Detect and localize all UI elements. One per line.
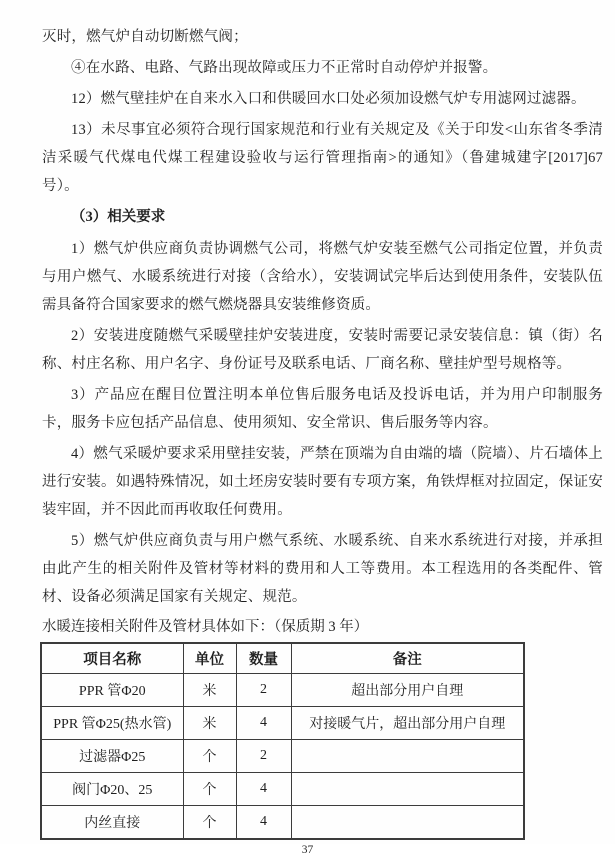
paragraph-req-4: 4）燃气采暖炉要求采用壁挂安装，严禁在顶端为自由端的墙（院墙）、片石墙体上进行安装。如遇特殊情况，如土坯房安装时要有专项方案，角铁焊框对拉固定，保证安装牢固，并不因此而再收取任何费用。 xyxy=(42,446,603,518)
table-header-item-name: 项目名称 xyxy=(41,643,183,674)
table-header-quantity: 数量 xyxy=(236,643,291,674)
section-heading-related-requirements: （3）相关要求 xyxy=(71,209,166,225)
paragraph-item-circle4: ④在水路、电路、气路出现故障或压力不正常时自动停炉并报警。 xyxy=(71,60,498,76)
table-row xyxy=(41,740,524,773)
table-cell-remarks xyxy=(291,806,524,840)
table-cell-remarks: 对接暖气片，超出部分用户自理 xyxy=(291,707,524,740)
paragraph-item-13: 13）未尽事宜必须符合现行国家规范和行业有关规定及《关于印发<山东省冬季清洁采暖气代煤电代煤工程建设验收与运行管理指南>的通知》（鲁建城建字[2017]67 号）。 xyxy=(42,122,603,194)
table-cell-item: PPR 管Φ20 xyxy=(41,674,183,707)
table-cell-quantity: 2 xyxy=(236,674,291,707)
table-cell-quantity: 2 xyxy=(236,740,291,773)
paragraph-req-1: 1）燃气炉供应商负责协调燃气公司，将燃气炉安装至燃气公司指定位置，并负责与用户燃气、水暖系统进行对接（含给水），安装调试完毕后达到使用条件，安装队伍需具备符合国家要求的燃气燃烧器具安装维修资质。 xyxy=(42,241,603,313)
materials-table xyxy=(40,642,525,840)
table-cell-item: 阀门Φ20、25 xyxy=(41,773,183,806)
table-cell-unit: 个 xyxy=(183,806,236,840)
table-row xyxy=(41,674,524,707)
table-cell-unit: 米 xyxy=(183,707,236,740)
table-cell-quantity: 4 xyxy=(236,806,291,840)
paragraph-wrap-flame-cutoff: 灭时，燃气炉自动切断燃气阀； xyxy=(42,29,248,45)
table-cell-unit: 个 xyxy=(183,740,236,773)
table-row xyxy=(41,806,524,840)
paragraph-item-12: 12）燃气壁挂炉在自来水入口和供暖回水口处必须加设燃气炉专用滤网过滤器。 xyxy=(71,91,586,107)
table-cell-remarks: 超出部分用户自理 xyxy=(291,674,524,707)
page-number: 37 xyxy=(301,844,314,856)
table-cell-quantity: 4 xyxy=(236,773,291,806)
table-cell-unit: 米 xyxy=(183,674,236,707)
paragraph-req-5: 5）燃气炉供应商负责与用户燃气系统、水暖系统、自来水系统进行对接，并承担由此产生的相关附件及管材等材料的费用和人工等费用。本工程选用的各类配件、管材、设备必须满足国家有关规定、规范。 xyxy=(42,533,603,605)
table-cell-remarks xyxy=(291,740,524,773)
table-header-unit: 单位 xyxy=(183,643,236,674)
table-cell-remarks xyxy=(291,773,524,806)
table-cell-item: PPR 管Φ25(热水管) xyxy=(41,707,183,740)
table-header-remarks: 备注 xyxy=(291,643,524,674)
table-row xyxy=(41,773,524,806)
table-row xyxy=(41,707,524,740)
table-header-row xyxy=(41,643,524,674)
paragraph-req-2: 2）安装进度随燃气采暖壁挂炉安装进度，安装时需要记录安装信息：镇（街）名称、村庄名称、用户名字、身份证号及联系电话、厂商名称、壁挂炉型号规格等。 xyxy=(42,328,603,372)
table-cell-unit: 个 xyxy=(183,773,236,806)
table-cell-quantity: 4 xyxy=(236,707,291,740)
table-cell-item: 过滤器Φ25 xyxy=(41,740,183,773)
paragraph-req-3: 3）产品应在醒目位置注明本单位售后服务电话及投诉电话，并为用户印制服务卡，服务卡应包括产品信息、使用须知、安全常识、售后服务等内容。 xyxy=(42,387,603,431)
table-intro: 水暖连接相关附件及管材具体如下：（保质期 3 年） xyxy=(42,619,369,635)
table-cell-item: 内丝直接 xyxy=(41,806,183,840)
